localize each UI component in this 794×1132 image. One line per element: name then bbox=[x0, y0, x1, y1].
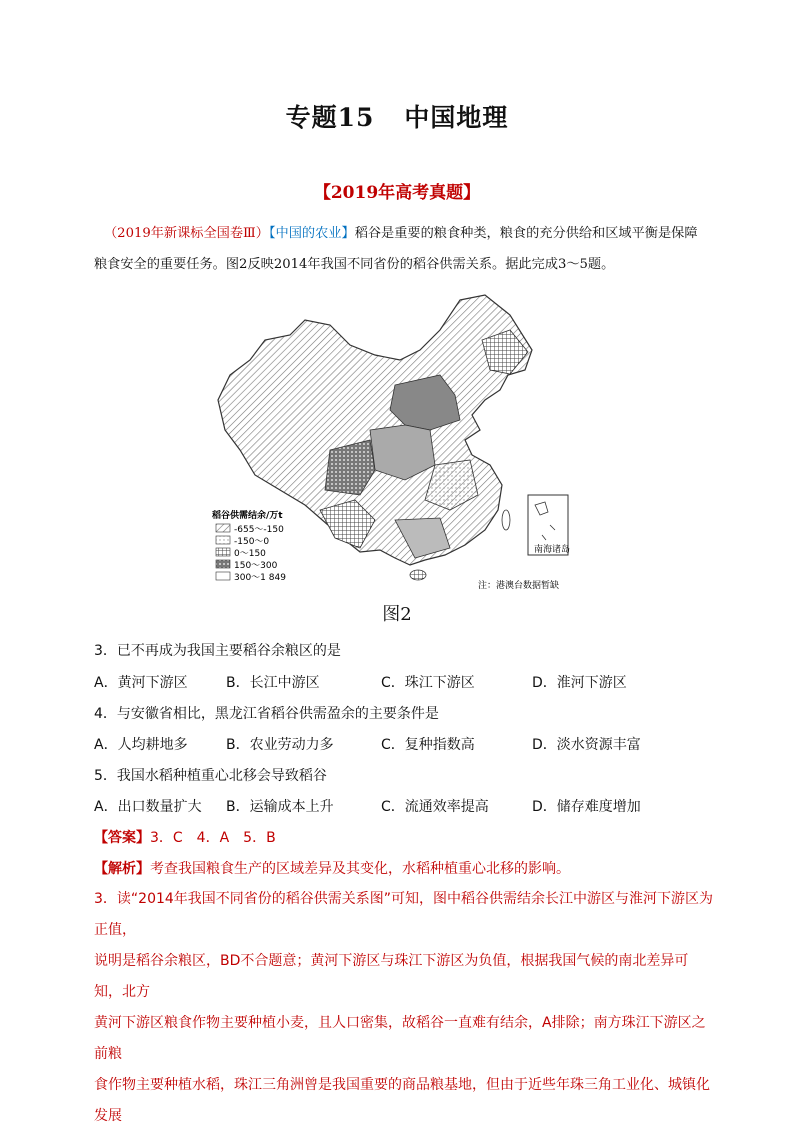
exam-source: （2019年新课标全国卷Ⅲ） bbox=[104, 226, 269, 241]
analysis-line-4: 食作物主要种植水稻，珠江三角洲曾是我国重要的商品粮基地，但由于近些年珠三角工业化、城镇化发展 bbox=[94, 1077, 710, 1124]
section-heading: 【2019年高考真题】 bbox=[313, 183, 481, 203]
analysis-line-2: 说明是稻谷余粮区，BD不合题意；黄河下游区与珠江下游区为负值，根据我国气候的南北差异可知，北方 bbox=[94, 953, 689, 1000]
inset-label: 南海诸岛 bbox=[534, 545, 571, 555]
analysis-summary bbox=[94, 858, 570, 878]
q4-option-c: C．复种指数高 bbox=[381, 737, 475, 753]
map-note: 注：港澳台数据暂缺 bbox=[478, 581, 560, 591]
legend-label-3: 0～150 bbox=[234, 549, 266, 559]
rice-supply-map-figure bbox=[210, 290, 585, 620]
hainan-island bbox=[410, 570, 426, 580]
q3-option-b: B．长江中游区 bbox=[226, 675, 320, 691]
analysis-label: 【解析】 bbox=[94, 861, 150, 877]
q5-option-c: C．流通效率提高 bbox=[381, 799, 489, 815]
china-map bbox=[210, 290, 585, 600]
title-part2: 中国地理 bbox=[404, 103, 509, 132]
q5-option-b: B．运输成本上升 bbox=[226, 799, 334, 815]
q3-option-a: A．黄河下游区 bbox=[94, 675, 188, 691]
legend-label-1: -655～-150 bbox=[234, 525, 284, 535]
intro-line1: 稻谷是重要的粮食种类，粮食的充分供给和区域平衡是保障 bbox=[354, 226, 698, 241]
taiwan-island bbox=[502, 510, 510, 530]
page-title bbox=[0, 98, 794, 134]
analysis-body bbox=[94, 884, 714, 1132]
analysis-line-3: 黄河下游区粮食作物主要种植小麦，且人口密集，故稻谷一直难有结余，A排除；南方珠江下游区之前粮 bbox=[94, 1015, 706, 1062]
topic-tag: 【中国的农业】 bbox=[268, 226, 355, 241]
legend-swatch-5 bbox=[216, 572, 230, 580]
answer-label: 【答案】 bbox=[94, 830, 150, 846]
analysis-line-1: 3．读“2014年我国不同省份的稻谷供需关系图”可知，图中稻谷供需结余长江中游区与淮河下游区为正值， bbox=[94, 891, 714, 938]
q4-option-b: B．农业劳动力多 bbox=[226, 737, 334, 753]
q3-option-d: D．淮河下游区 bbox=[532, 675, 627, 691]
intro-line2: 粮食安全的重要任务。图2反映2014年我国不同省份的稻谷供需关系。据此完成3～5题。 bbox=[94, 257, 615, 272]
legend-title: 稻谷供需结余/万t bbox=[212, 511, 283, 521]
question-intro bbox=[94, 218, 709, 280]
q5-option-d: D．储存难度增加 bbox=[532, 799, 641, 815]
q3-option-c: C．珠江下游区 bbox=[381, 675, 475, 691]
legend-swatch-1 bbox=[216, 524, 230, 532]
q4-option-a: A．人均耕地多 bbox=[94, 737, 188, 753]
legend-swatch-3 bbox=[216, 548, 230, 556]
q5-option-a: A．出口数量扩大 bbox=[94, 799, 202, 815]
q4-option-d: D．淡水资源丰富 bbox=[532, 737, 641, 753]
figure-caption: 图2 bbox=[382, 604, 412, 625]
answer-text: 3．C 4．A 5．B bbox=[150, 830, 276, 846]
title-part1: 专题15 bbox=[285, 103, 375, 132]
legend-swatch-4 bbox=[216, 560, 230, 568]
legend-swatch-2 bbox=[216, 536, 230, 544]
question-3-stem: 3．已不再成为我国主要稻谷余粮区的是 bbox=[94, 643, 341, 659]
legend-label-4: 150～300 bbox=[234, 561, 278, 571]
question-4-stem: 4．与安徽省相比，黑龙江省稻谷供需盈余的主要条件是 bbox=[94, 706, 439, 722]
answer-line bbox=[94, 827, 276, 847]
legend-label-2: -150～0 bbox=[234, 537, 270, 547]
analysis-text: 考查我国粮食生产的区域差异及其变化，水稻种植重心北移的影响。 bbox=[150, 861, 570, 877]
legend-label-5: 300～1 849 bbox=[234, 573, 286, 583]
question-5-stem: 5．我国水稻种植重心北移会导致稻谷 bbox=[94, 768, 327, 784]
